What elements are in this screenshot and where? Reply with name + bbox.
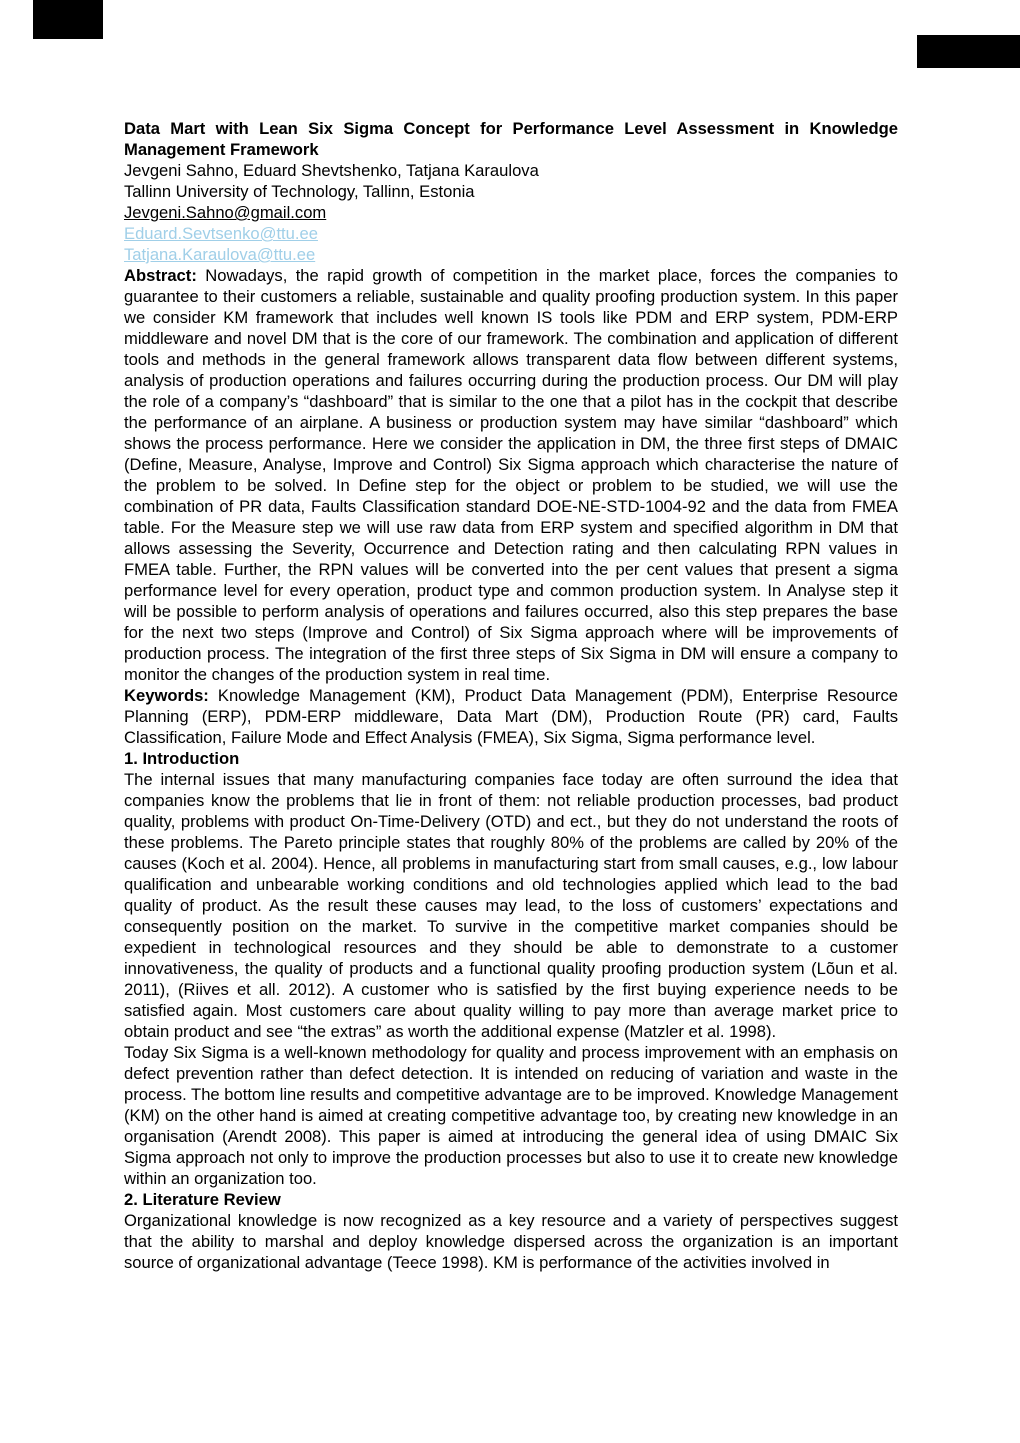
abstract-paragraph [124,265,898,685]
email-link-tatjana[interactable]: Tatjana.Karaulova@ttu.ee [124,245,316,264]
keywords-paragraph [124,685,898,748]
abstract-text: Nowadays, the rapid growth of competition in the market place, forces the companies to guarantee to their customers a reliable, sustainable and quality proofing production system. In this paper we consider KM framework that includes well known IS tools like PDM and ERP system, PDM-ERP middleware and novel DM that is the core of our framework. The combination and application of different tools and methods in the general framework allows transparent data flow between different systems, analysis of production operations and failures occurring during the production process. Our DM will play the role of a company’s “dashboard” that is similar to the one that a pilot has in the cockpit that describe the performance of an airplane. A business or production system may have similar “dashboard” which shows the process performance. Here we consider the application in DM, the three first steps of DMAIC (Define, Measure, Analyse, Improve and Control) Six Sigma approach which characterise the nature of the problem to be solved. In Define step for the object or problem to be studied, we will use the combination of PR data, Faults Classification standard DOE-NE-STD-1004-92 and the data from FMEA table. For the Measure step we will use raw data from ERP system and specified algorithm in DM that allows assessing the Severity, Occurrence and Detection rating and then calculating RPN values in FMEA table. Further, the RPN values will be converted into the per cent values that present a sigma performance level for every operation, product type and common production system. In Analyse step it will be possible to perform analysis of operations and failures occurred, also this step prepares the base for the next two steps (Improve and Control) of Six Sigma approach where will be improvements of production process. The integration of the first three steps of Six Sigma in DM will ensure a company to monitor the changes of the production system in real time. [124,266,898,684]
abstract-label: Abstract: [124,266,197,285]
email-line-2 [124,223,898,244]
keywords-text: Knowledge Management (KM), Product Data Management (PDM), Enterprise Resource Planning (ERP), PDM-ERP middleware, Data Mart (DM), Production Route (PR) card, Faults Classification, Failure Mode and Effect Analysis (FMEA), Six Sigma, Sigma performance level. [124,686,898,747]
email-link-eduard[interactable]: Eduard.Sevtsenko@ttu.ee [124,224,318,243]
keywords-label: Keywords: [124,686,209,705]
email-line-1 [124,202,898,223]
affiliation-line: Tallinn University of Technology, Tallinn, Estonia [124,182,475,201]
literature-review-paragraph-1: Organizational knowledge is now recognized as a key resource and a variety of perspectives suggest that the ability to marshal and deploy knowledge dispersed across the organization is an important source of organizational advantage (Teece 1998). KM is performance of the activities involved in [124,1211,898,1272]
email-line-3 [124,244,898,265]
redaction-block-top-right [917,35,1020,68]
introduction-paragraph-1: The internal issues that many manufacturing companies face today are often surround the idea that companies know the problems that lie in front of them: not reliable production processes, bad product quality, problems with product On-Time-Delivery (OTD) and ect., but they do not understand the roots of these problems. The Pareto principle states that roughly 80% of the problems are called by 20% of the causes (Koch et al. 2004). Hence, all problems in manufacturing start from small causes, e.g., low labour qualification and unbearable working conditions and old technologies applied which lead to the bad quality of product. As the result these causes may lead, to the loss of customers’ expectations and consequently position on the market. To survive in the competitive market companies should be expedient in technological resources and they should be able to demonstrate to a customer innovativeness, the quality of products and a functional quality proofing production system (Lõun et al. 2011), (Riives et all. 2012). A customer who is satisfied by the first buying experience needs to be satisfied again. Most customers care about quality willing to pay more than average market price to obtain product and see “the extras” as worth the additional expense (Matzler et al. 1998). [124,770,898,1041]
redaction-block-top-left [33,0,103,39]
section-heading-introduction: 1. Introduction [124,749,240,768]
email-link-jevgeni[interactable]: Jevgeni.Sahno@gmail.com [124,203,327,222]
paper-content [124,118,898,1273]
introduction-paragraph-2: Today Six Sigma is a well-known methodology for quality and process improvement with an emphasis on defect prevention rather than defect detection. It is intended on reducing of variation and waste in the process. The bottom line results and competitive advantage are to be improved. Knowledge Management (KM) on the other hand is aimed at creating competitive advantage too, by creating new knowledge in an organisation (Arendt 2008). This paper is aimed at introducing the general idea of using DMAIC Six Sigma approach not only to improve the production processes but also to use it to create new knowledge within an organization too. [124,1043,898,1188]
section-heading-literature-review: 2. Literature Review [124,1190,281,1209]
authors-line: Jevgeni Sahno, Eduard Shevtshenko, Tatjana Karaulova [124,161,539,180]
paper-title: Data Mart with Lean Six Sigma Concept for Performance Level Assessment in Knowledge Management Framework [124,119,898,159]
